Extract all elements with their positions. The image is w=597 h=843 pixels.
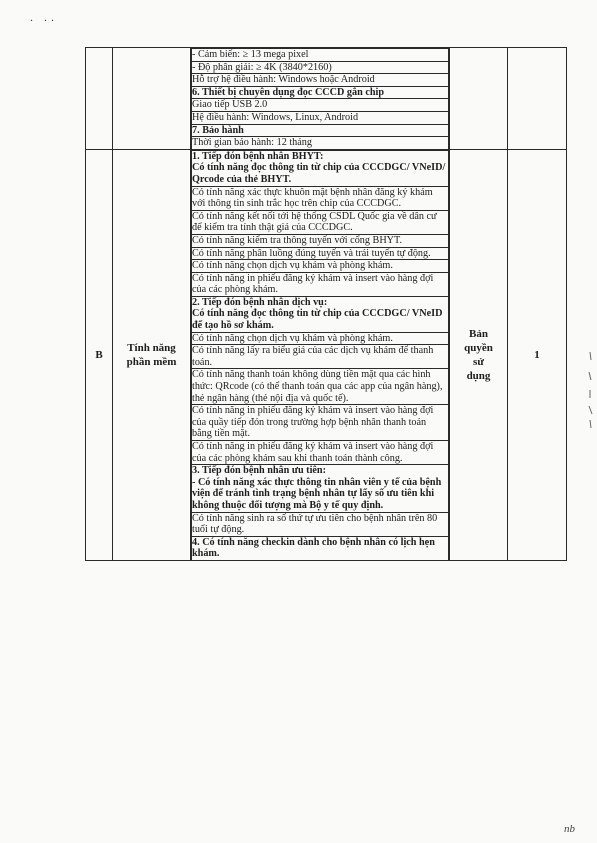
feature-row [192, 536, 449, 560]
quantity-cell: 1 [508, 149, 567, 560]
feature-row [192, 332, 449, 345]
feature-row [192, 210, 449, 234]
feature-text: Có tính năng kết nối tới hệ thống CSDL Quốc gia về dân cư để kiểm tra tính thật giả của CCCDGC. [192, 210, 449, 234]
feature-cell [191, 149, 450, 560]
feature-text: Có tính năng xác thực khuôn mặt bệnh nhân đăng ký khám với thông tin sinh trắc học trên chip của CCCDGC. [192, 186, 449, 210]
feature-row [192, 512, 449, 536]
feature-row [192, 369, 449, 405]
spec-line-row [192, 74, 449, 87]
spec-line-text: 6. Thiết bị chuyên dụng đọc CCCD gắn chip [192, 86, 449, 99]
spec-line-text: Hỗ trợ hệ điều hành: Windows hoặc Android [192, 74, 449, 87]
spec-list [191, 48, 449, 149]
unit-cell: Bản quyền sử dụng [450, 149, 508, 560]
feature-text: Có tính năng thanh toán không dùng tiền mặt qua các hình thức: QRcode (có thể thanh toán qua các app của ngân hàng), thẻ ngân hàng (thẻ nội địa và quốc tế). [192, 369, 449, 405]
spec-line-text: - Độ phân giải: ≥ 4K (3840*2160) [192, 61, 449, 74]
spec-line-text: - Cảm biến: ≥ 13 mega pixel [192, 49, 449, 62]
feature-row [192, 465, 449, 512]
spec-line-row [192, 99, 449, 112]
feature-row [192, 234, 449, 247]
table-row-continued [86, 48, 567, 150]
feature-text: Có tính năng lấy ra biểu giá của các dịch vụ khám để thanh toán. [192, 345, 449, 369]
margin-scribble [586, 350, 594, 430]
qty-cell-empty [508, 48, 567, 150]
feature-text: Có tính năng sinh ra số thứ tự ưu tiên cho bệnh nhân trên 80 tuổi tự động. [192, 512, 449, 536]
feature-text: 3. Tiếp đón bệnh nhân ưu tiên: - Có tính năng xác thực thông tin nhân viên y tế của bệnh viện để tránh tình trạng bệnh nhân tự lấy số ưu tiên khi không thuộc đối tượng mà Bộ y tế quy định. [192, 465, 449, 512]
spec-line-row [192, 61, 449, 74]
feature-text: Có tính năng in phiếu đăng ký khám và insert vào hàng đợi của các phòng khám. [192, 272, 449, 296]
stt-cell: B [86, 149, 113, 560]
feature-row [192, 345, 449, 369]
spec-line-text: 7. Bảo hành [192, 124, 449, 137]
feature-row [192, 272, 449, 296]
item-name-cell: Tính năng phần mềm [113, 149, 191, 560]
spec-line-text: Giao tiếp USB 2.0 [192, 99, 449, 112]
feature-row [192, 186, 449, 210]
unit-cell-empty [450, 48, 508, 150]
feature-text: 2. Tiếp đón bệnh nhân dịch vụ: Có tính năng đọc thông tin từ chip của CCCDGC/ VNeID để tạo hồ sơ khám. [192, 296, 449, 332]
spec-line-text: Hệ điều hành: Windows, Linux, Android [192, 111, 449, 124]
spec-line-row [192, 111, 449, 124]
corner-marks: . .. [30, 10, 58, 24]
feature-text: Có tính năng phân luồng đúng tuyến và trái tuyến tự động. [192, 247, 449, 260]
stt-cell-empty [86, 48, 113, 150]
spec-line-row [192, 137, 449, 149]
feature-text: Có tính năng chọn dịch vụ khám và phòng khám. [192, 332, 449, 345]
feature-text: 4. Có tính năng checkin dành cho bệnh nhân có lịch hẹn khám. [192, 536, 449, 560]
feature-row [192, 260, 449, 273]
specification-table [85, 47, 567, 561]
spec-line-row [192, 124, 449, 137]
feature-text: Có tính năng chọn dịch vụ khám và phòng khám. [192, 260, 449, 273]
feature-text: Có tính năng in phiếu đăng ký khám và insert vào hàng đợi của các phòng khám sau khi thanh toán thành công. [192, 441, 449, 465]
spec-line-row [192, 49, 449, 62]
feature-row [192, 441, 449, 465]
feature-row [192, 150, 449, 186]
feature-text: Có tính năng in phiếu đăng ký khám và insert vào hàng đợi của quầy tiếp đón trong trường hợp bệnh nhân thanh toán bằng tiền mặt. [192, 405, 449, 441]
name-cell-empty [113, 48, 191, 150]
spec-line-row [192, 86, 449, 99]
spec-line-text: Thời gian bảo hành: 12 tháng [192, 137, 449, 149]
feature-row [192, 296, 449, 332]
feature-row [192, 247, 449, 260]
feature-text: 1. Tiếp đón bệnh nhân BHYT: Có tính năng đọc thông tin từ chip của CCCDGC/ VNeID/ Qrcode của thẻ BHYT. [192, 150, 449, 186]
feature-text: Có tính năng kiểm tra thông tuyến với cổng BHYT. [192, 234, 449, 247]
feature-list [191, 150, 449, 560]
feature-row [192, 405, 449, 441]
signature: nb [564, 823, 575, 835]
table-row-section-b [86, 149, 567, 560]
spec-cell [191, 48, 450, 150]
